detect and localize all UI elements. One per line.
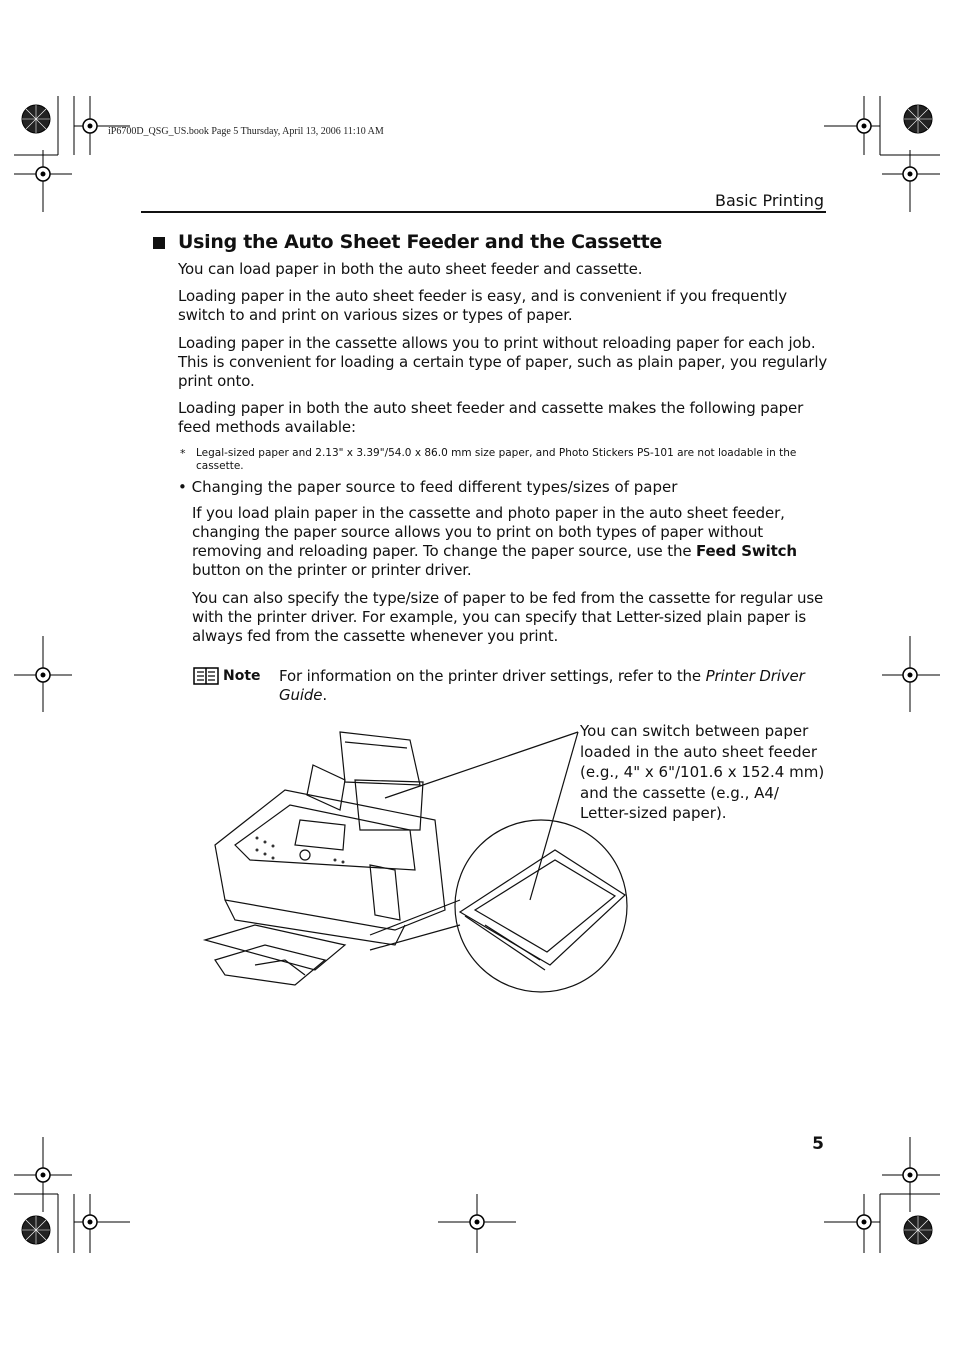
heading-square-icon [153,237,165,249]
sub-paragraph-text: button on the printer or printer driver. [192,561,472,579]
printer-illustration [195,720,645,1000]
feed-switch-term: Feed Switch [696,542,797,560]
sub-paragraph-text: If you load plain paper in the cassette and photo paper in the auto sheet feeder, changing the paper source allows you to print on both types of paper without removing and reloading paper. To change the paper source, use the [192,504,785,560]
note-text-part: . [322,686,327,704]
page-heading: Using the Auto Sheet Feeder and the Cassette [178,231,663,253]
note-text-part: For information on the printer driver settings, refer to the [279,667,706,685]
bullet-item: • Changing the paper source to feed different types/sizes of paper [178,478,678,496]
note-label: Note [223,668,261,684]
footnote-text: Legal-sized paper and 2.13" x 3.39"/54.0 x 86.0 mm size paper, and Photo Stickers PS-101 are not loadable in the cassette. [196,447,797,472]
footnote-mark: * [180,447,186,460]
page-number: 5 [812,1134,824,1154]
header-rule [141,211,826,213]
body-paragraph: Loading paper in the auto sheet feeder is easy, and is convenient if you frequently switch to and print on various sizes or types of paper. [178,287,787,324]
body-paragraph: Loading paper in both the auto sheet feeder and cassette makes the following paper feed methods available: [178,399,804,436]
print-slug: iP6700D_QSG_US.book Page 5 Thursday, April 13, 2006 11:10 AM [108,126,384,137]
sub-paragraph [192,504,828,580]
sub-paragraph: You can also specify the type/size of paper to be fed from the cassette for regular use with the printer driver. For example, you can specify that Letter-sized plain paper is always fed from the cassette whenever you print. [192,589,824,645]
figure-caption: You can switch between paper loaded in the auto sheet feeder (e.g., 4" x 6"/101.6 x 152.4 mm) and the cassette (e.g., A4/ Letter-sized paper). [580,722,825,822]
note-book-icon [193,667,219,685]
printer-driver-guide-ref: Printer Driver Guide [279,667,805,704]
section-header-title: Basic Printing [715,191,824,210]
note-text [279,667,819,705]
body-paragraph: You can load paper in both the auto sheet feeder and cassette. [178,260,643,278]
body-paragraph: Loading paper in the cassette allows you to print without reloading paper for each job. This is convenient for loading a certain type of paper, such as plain paper, you regularly print onto. [178,334,828,390]
